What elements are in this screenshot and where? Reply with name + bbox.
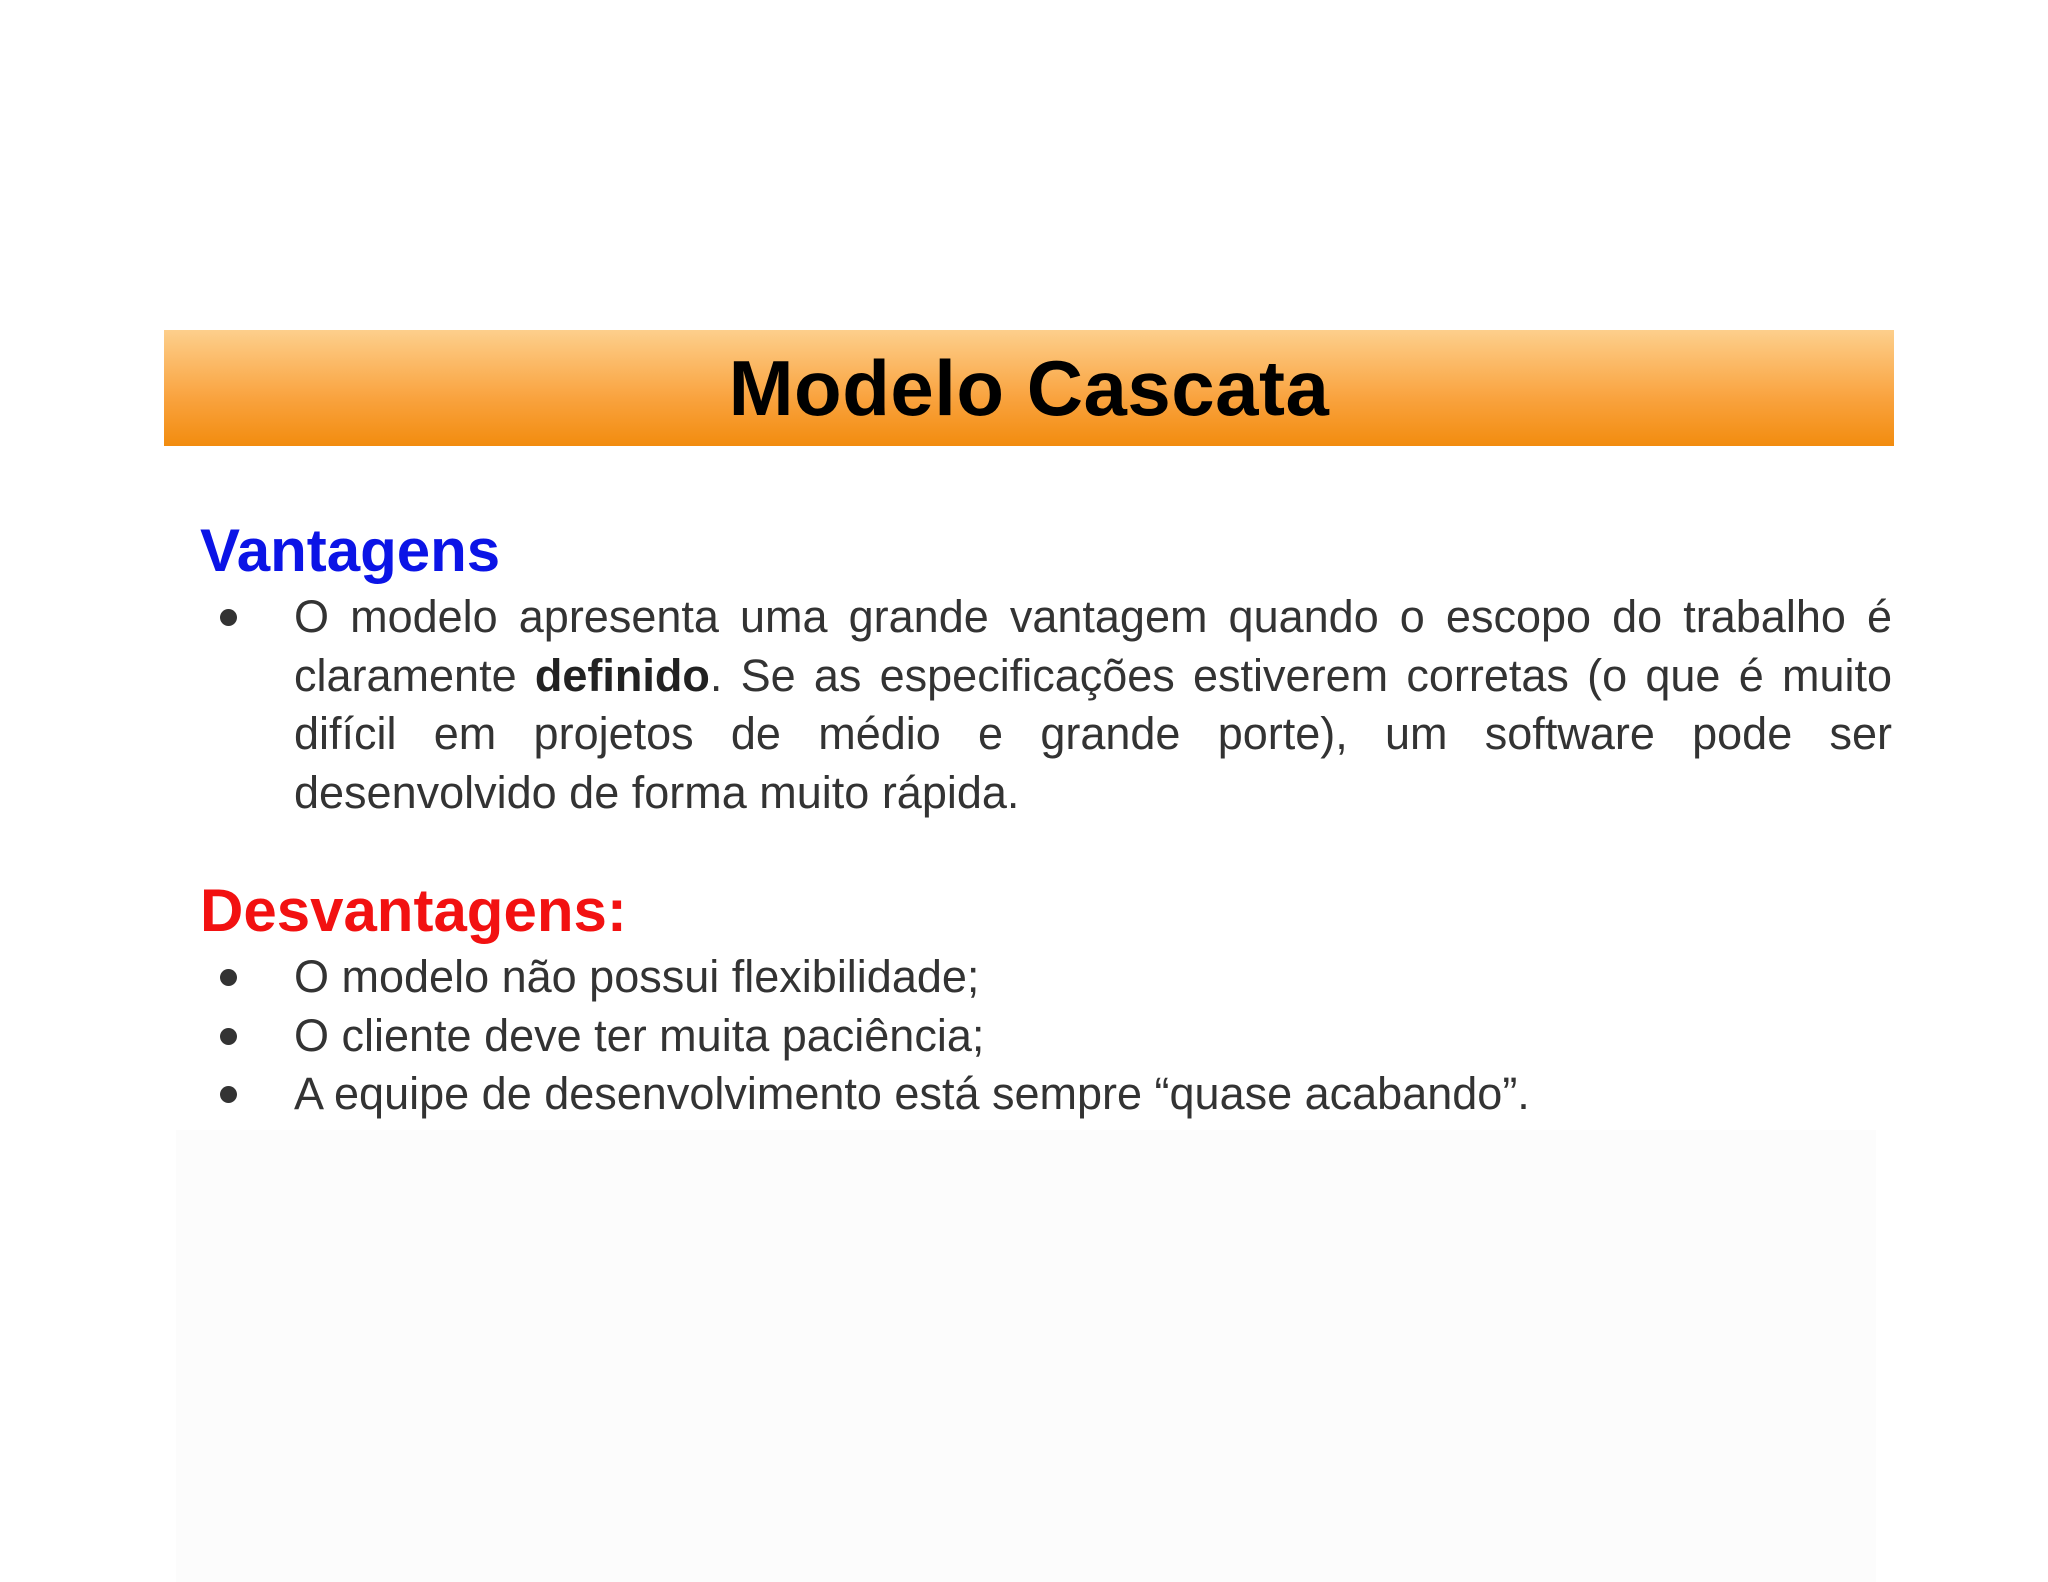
bullet-icon [220, 969, 237, 986]
list-item [200, 588, 1892, 822]
list-item [200, 1065, 1892, 1124]
advantages-heading: Vantagens [200, 517, 501, 584]
slide-title: Modelo Cascata [728, 343, 1330, 432]
disadvantage-text: O modelo não possui flexibilidade; [294, 951, 980, 1002]
title-bar [164, 330, 1894, 446]
advantage-text-bold: definido [534, 649, 710, 701]
disadvantages-list [200, 948, 1892, 1124]
disadvantages-heading: Desvantagens: [200, 877, 627, 944]
bullet-icon [220, 1086, 237, 1103]
list-item [200, 948, 1892, 1007]
advantage-text [294, 588, 1892, 822]
list-item [200, 1007, 1892, 1066]
advantage-text-before: O modelo apresenta uma grande vantagem quando o escopo do trabalho é claramente [294, 591, 1892, 701]
page-background-panel [176, 1130, 1876, 1582]
advantage-text-after: . Se as especificações estiverem corretas (o que é muito difícil em projetos de médio e grande porte), um software pode ser desenvolvido de forma muito rápida. [294, 649, 1893, 818]
bullet-icon [220, 609, 237, 626]
disadvantage-text: A equipe de desenvolvimento está sempre “quase acabando”. [294, 1068, 1530, 1119]
advantages-list [200, 588, 1892, 822]
disadvantage-text: O cliente deve ter muita paciência; [294, 1009, 985, 1061]
bullet-icon [220, 1028, 237, 1045]
